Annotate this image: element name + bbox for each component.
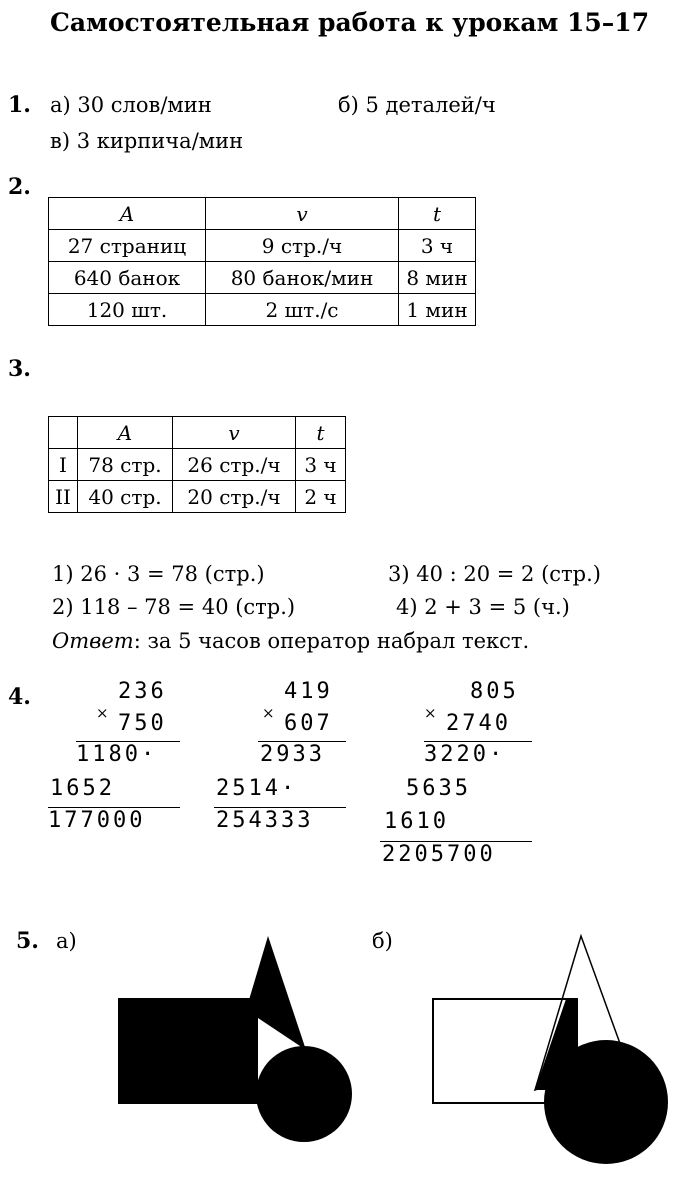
col3-partial1: 3220· <box>424 742 506 767</box>
figure-a-rectangle <box>118 998 258 1104</box>
col2-partial1: 2933 <box>260 742 325 767</box>
table-header-cell: t <box>296 417 346 449</box>
task3-step4: 4) 2 + 3 = 5 (ч.) <box>396 595 570 619</box>
col2-multiplier: 607 <box>284 711 333 736</box>
task3-step2: 2) 118 – 78 = 40 (стр.) <box>52 595 296 619</box>
table-cell: II <box>49 481 78 513</box>
col1-multiplier: 750 <box>118 711 167 736</box>
task1-answer-c: в) 3 кирпича/мин <box>50 129 244 153</box>
table-cell: 40 стр. <box>78 481 173 513</box>
figure-b <box>433 936 668 1164</box>
table-header-row <box>49 417 346 449</box>
task5-label-a: а) <box>56 929 77 953</box>
col1-result: 177000 <box>48 808 146 833</box>
col3-times-sign: × <box>424 704 437 722</box>
col3-partial2: 5635 <box>406 776 471 801</box>
col3-multiplicand: 805 <box>470 679 519 704</box>
table-header-cell: t <box>399 198 476 230</box>
table-cell: 26 стр./ч <box>173 449 296 481</box>
col1-partial2: 1652 <box>50 776 115 801</box>
task3-step3: 3) 40 : 20 = 2 (стр.) <box>388 562 601 586</box>
col2-result: 254333 <box>216 808 314 833</box>
task2-number: 2. <box>8 174 31 200</box>
task3-table <box>48 416 346 513</box>
task3-step1: 1) 26 · 3 = 78 (стр.) <box>52 562 265 586</box>
table-header-cell: A <box>49 198 206 230</box>
task5-number: 5. <box>16 928 39 954</box>
col3-multiplier: 2740 <box>446 711 511 736</box>
table-row <box>49 449 346 481</box>
figure-b-circle <box>544 1040 668 1164</box>
table-header-cell: v <box>173 417 296 449</box>
answer-text: : за 5 часов оператор набрал текст. <box>133 629 530 653</box>
col1-multiplicand: 236 <box>118 679 167 704</box>
task1-answer-a: а) 30 слов/мин <box>50 93 212 117</box>
page-title: Самостоятельная работа к урокам 15–17 <box>50 8 650 37</box>
col2-partial2: 2514· <box>216 776 298 801</box>
table-cell: 20 стр./ч <box>173 481 296 513</box>
col2-times-sign: × <box>262 704 275 722</box>
table-cell: 9 стр./ч <box>206 230 399 262</box>
col1-times-sign: × <box>96 704 109 722</box>
table-row <box>49 230 476 262</box>
table-cell: 27 страниц <box>49 230 206 262</box>
col3-result: 2205700 <box>382 842 496 867</box>
table-header-cell <box>49 417 78 449</box>
table-cell: 2 ч <box>296 481 346 513</box>
table-header-cell: A <box>78 417 173 449</box>
table-cell: 80 банок/мин <box>206 262 399 294</box>
task5-label-b: б) <box>372 929 393 953</box>
answer-label: Ответ <box>52 629 134 653</box>
table-row <box>49 262 476 294</box>
task3-answer <box>52 629 529 653</box>
figure-a <box>118 936 352 1142</box>
table-cell: 3 ч <box>296 449 346 481</box>
col3-partial3: 1610 <box>384 809 449 834</box>
task2-table <box>48 197 476 326</box>
task4-number: 4. <box>8 684 31 710</box>
col1-partial1: 1180· <box>76 742 158 767</box>
table-cell: 640 банок <box>49 262 206 294</box>
task5-figures <box>0 920 700 1190</box>
table-cell: 2 шт./с <box>206 294 399 326</box>
table-header-cell: v <box>206 198 399 230</box>
task3-number: 3. <box>8 356 31 382</box>
task1-number: 1. <box>8 92 31 118</box>
table-cell: 78 стр. <box>78 449 173 481</box>
table-header-row <box>49 198 476 230</box>
col2-multiplicand: 419 <box>284 679 333 704</box>
task1-answer-b: б) 5 деталей/ч <box>338 93 496 117</box>
table-cell: I <box>49 449 78 481</box>
table-row <box>49 481 346 513</box>
table-cell: 120 шт. <box>49 294 206 326</box>
table-cell: 1 мин <box>399 294 476 326</box>
table-cell: 8 мин <box>399 262 476 294</box>
table-cell: 3 ч <box>399 230 476 262</box>
figure-a-circle <box>256 1046 352 1142</box>
table-row <box>49 294 476 326</box>
